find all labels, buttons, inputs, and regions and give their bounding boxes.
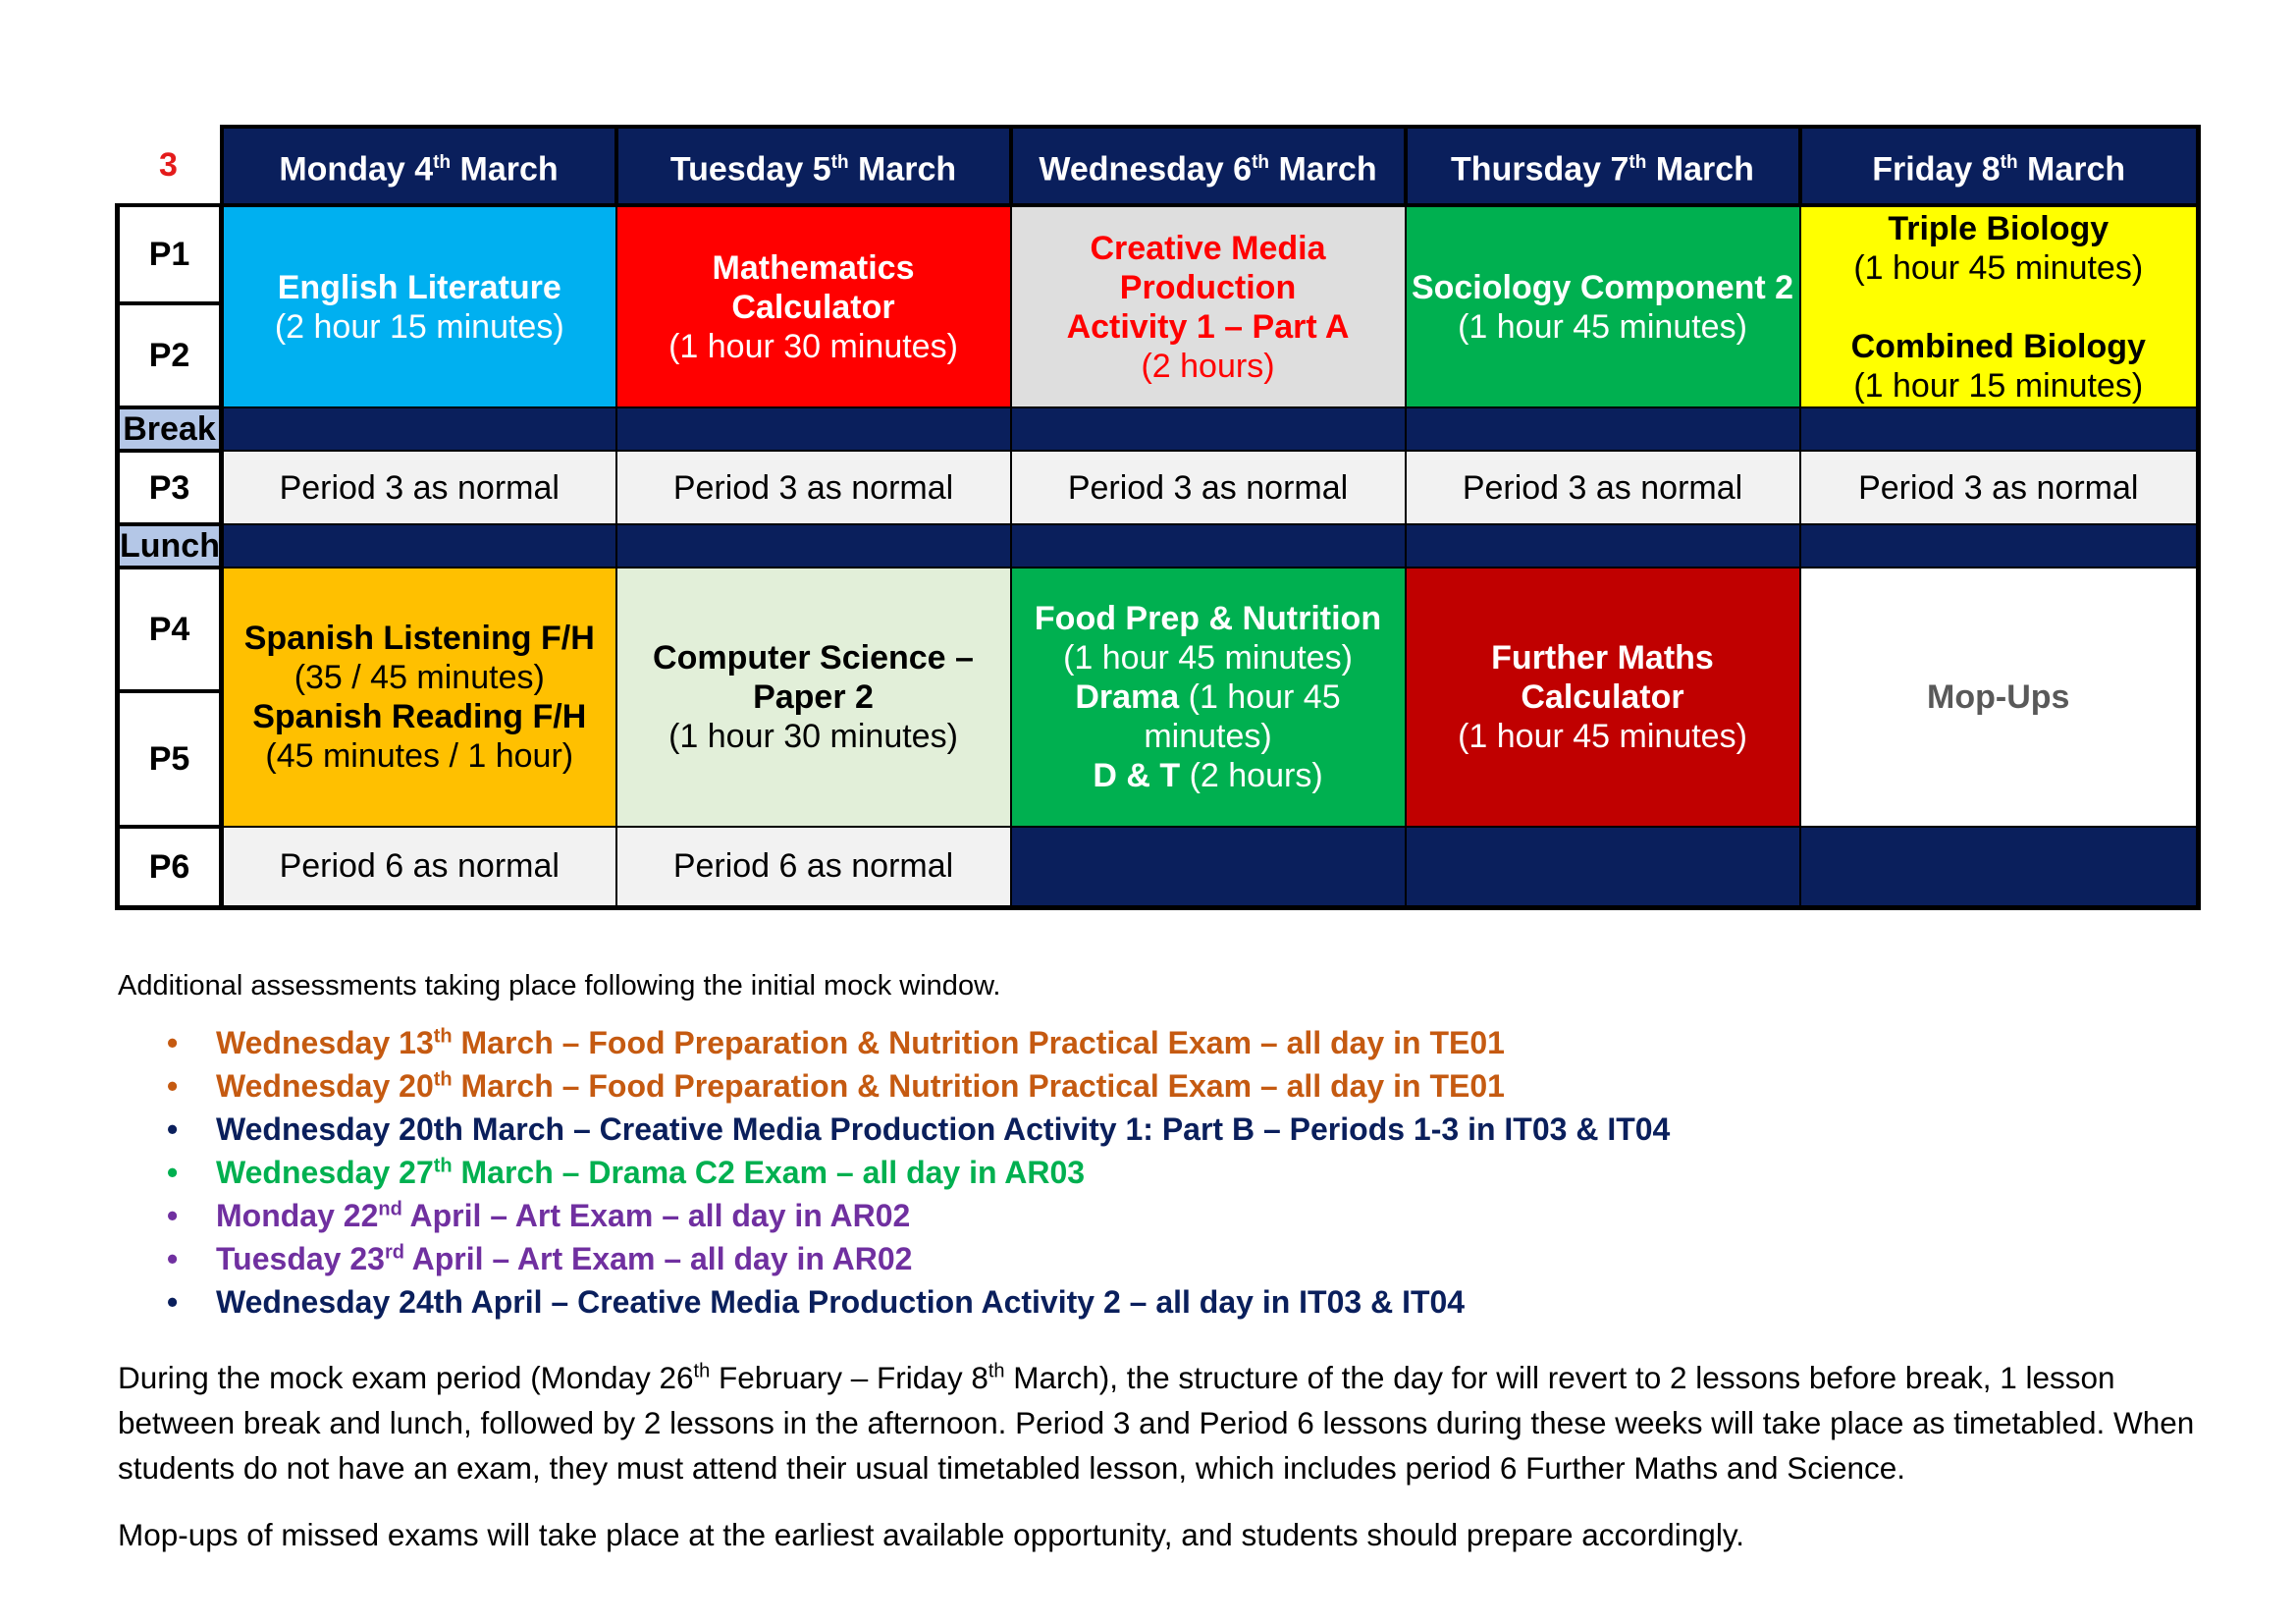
- label-break: Break: [118, 407, 222, 451]
- week-number: 3: [159, 146, 178, 184]
- exam-wednesday-afternoon: [1011, 568, 1406, 827]
- bullet: •: [167, 1068, 179, 1104]
- period6-thursday: [1406, 827, 1800, 907]
- exam-title: Mop-Ups: [1927, 678, 2070, 716]
- additional-assessments-list: [118, 1021, 1670, 1324]
- exam-tuesday-afternoon: [616, 568, 1011, 827]
- exam-duration: (1 hour 45 minutes): [1853, 248, 2144, 287]
- exam-thursday-afternoon: [1406, 568, 1800, 827]
- exam-title: Calculator: [731, 288, 895, 326]
- row-p1: [118, 205, 2199, 303]
- mop-ups-friday: [1800, 568, 2199, 827]
- label-lunch: Lunch: [118, 524, 222, 568]
- period3-friday: Period 3 as normal: [1800, 451, 2199, 524]
- exam-duration: (1 hour 30 minutes): [668, 327, 958, 365]
- period6-wednesday: [1011, 827, 1406, 907]
- day-header-tuesday: Tuesday 5th March: [616, 127, 1011, 205]
- exam-duration: (45 minutes / 1 hour): [265, 737, 574, 775]
- break-cell: [1800, 407, 2199, 451]
- exam-title: Sociology Component 2: [1411, 268, 1794, 306]
- exam-title: Food Prep & Nutrition: [1034, 600, 1382, 637]
- exam-duration: (1 hour 15 minutes): [1853, 366, 2144, 405]
- exam-duration: (1 hour 45: [1179, 678, 1341, 716]
- exam-duration: minutes): [1144, 718, 1272, 755]
- exam-title: D & T: [1093, 757, 1181, 794]
- exam-title: Combined Biology: [1850, 327, 2146, 365]
- exam-title: Drama: [1075, 678, 1180, 716]
- bullet: •: [167, 1241, 179, 1276]
- exam-duration: (35 / 45 minutes): [294, 659, 545, 696]
- exam-title: Further Maths: [1491, 639, 1714, 677]
- row-p4: [118, 568, 2199, 691]
- exam-title: Production: [1119, 268, 1297, 306]
- row-break: [118, 407, 2199, 451]
- header-row: [118, 127, 2199, 205]
- exam-tuesday-morning: [616, 205, 1011, 407]
- exam-thursday-morning: [1406, 205, 1800, 407]
- exam-title: Triple Biology: [1888, 209, 2109, 247]
- lunch-cell: [222, 524, 616, 568]
- exam-friday-morning: [1800, 205, 2199, 407]
- period3-tuesday: Period 3 as normal: [616, 451, 1011, 524]
- exam-line: [1012, 756, 1405, 795]
- period6-friday: [1800, 827, 2199, 907]
- lunch-cell: [616, 524, 1011, 568]
- spacer: [1801, 288, 2197, 327]
- bullet: •: [167, 1198, 179, 1233]
- exam-title: English Literature: [277, 268, 561, 306]
- exam-title: Spanish Reading F/H: [252, 698, 587, 735]
- label-p4: P4: [118, 568, 222, 691]
- period3-monday: Period 3 as normal: [222, 451, 616, 524]
- list-item: • Wednesday 13th March – Food Preparation & Nutrition Practical Exam – all day in TE01: [118, 1021, 1670, 1064]
- lunch-cell: [1011, 524, 1406, 568]
- break-cell: [222, 407, 616, 451]
- mop-ups-note: Mop-ups of missed exams will take place at the earliest available opportunity, and students should prepare accordingly.: [118, 1517, 1744, 1552]
- mock-period-note: During the mock exam period (Monday 26th February – Friday 8th March), the structure of the day for will revert to 2 lessons before break, 1 lesson between break and lunch, followed by 2 lessons in the afternoon. Period 3 and Period 6 lessons during these weeks will take place as timetabled. When students do not have an exam, they must attend their usual timetabled lesson, which includes period 6 Further Maths and Science.: [118, 1360, 2195, 1486]
- exam-title: Spanish Listening F/H: [243, 620, 595, 657]
- exam-duration: (2 hours): [1141, 347, 1275, 385]
- period3-thursday: Period 3 as normal: [1406, 451, 1800, 524]
- day-header-friday: Friday 8th March: [1800, 127, 2199, 205]
- exam-title: Calculator: [1521, 678, 1684, 716]
- row-lunch: [118, 524, 2199, 568]
- exam-duration: (2 hour 15 minutes): [274, 307, 564, 346]
- bullet: •: [167, 1111, 179, 1147]
- row-p3: [118, 451, 2199, 524]
- exam-title: Paper 2: [753, 678, 874, 716]
- exam-monday-afternoon: [222, 568, 616, 827]
- exam-duration: (1 hour 45 minutes): [1458, 307, 1747, 346]
- label-p5: P5: [118, 691, 222, 827]
- bullet: •: [167, 1155, 179, 1190]
- label-p2: P2: [118, 303, 222, 407]
- period3-wednesday: Period 3 as normal: [1011, 451, 1406, 524]
- period6-monday: Period 6 as normal: [222, 827, 616, 907]
- list-item: • Wednesday 27th March – Drama C2 Exam – all day in AR03: [118, 1151, 1670, 1194]
- break-cell: [1011, 407, 1406, 451]
- break-cell: [616, 407, 1011, 451]
- exam-duration: (1 hour 30 minutes): [668, 718, 958, 755]
- exam-duration: (2 hours): [1180, 757, 1323, 794]
- exam-duration: (1 hour 45 minutes): [1458, 718, 1747, 755]
- day-header-monday: Monday 4th March: [222, 127, 616, 205]
- exam-wednesday-morning: [1011, 205, 1406, 407]
- additional-intro: Additional assessments taking place following the initial mock window.: [118, 970, 1001, 1001]
- exam-title: Computer Science –: [653, 639, 974, 677]
- exam-timetable: [115, 125, 2201, 910]
- exam-monday-morning: [222, 205, 616, 407]
- list-item: • Wednesday 20th March – Creative Media Production Activity 1: Part B – Periods 1-3 in IT03 & IT04: [118, 1108, 1670, 1151]
- list-item: • Wednesday 24th April – Creative Media Production Activity 2 – all day in IT03 & IT04: [118, 1280, 1670, 1324]
- break-cell: [1406, 407, 1800, 451]
- list-item: • Wednesday 20th March – Food Preparation & Nutrition Practical Exam – all day in TE01: [118, 1064, 1670, 1108]
- exam-title: Creative Media: [1090, 229, 1326, 267]
- bullet: •: [167, 1025, 179, 1060]
- exam-line: [1012, 677, 1405, 717]
- label-p1: P1: [118, 205, 222, 303]
- day-header-wednesday: Wednesday 6th March: [1011, 127, 1406, 205]
- period6-tuesday: Period 6 as normal: [616, 827, 1011, 907]
- day-header-thursday: Thursday 7th March: [1406, 127, 1800, 205]
- exam-title: Mathematics: [712, 248, 915, 287]
- list-item: • Monday 22nd April – Art Exam – all day in AR02: [118, 1194, 1670, 1237]
- label-p3: P3: [118, 451, 222, 524]
- list-item: • Tuesday 23rd April – Art Exam – all day in AR02: [118, 1237, 1670, 1280]
- exam-title: Activity 1 – Part A: [1066, 307, 1350, 346]
- row-p6: [118, 827, 2199, 907]
- bullet: •: [167, 1284, 179, 1320]
- exam-duration: (1 hour 45 minutes): [1063, 639, 1353, 677]
- lunch-cell: [1800, 524, 2199, 568]
- label-p6: P6: [118, 827, 222, 907]
- lunch-cell: [1406, 524, 1800, 568]
